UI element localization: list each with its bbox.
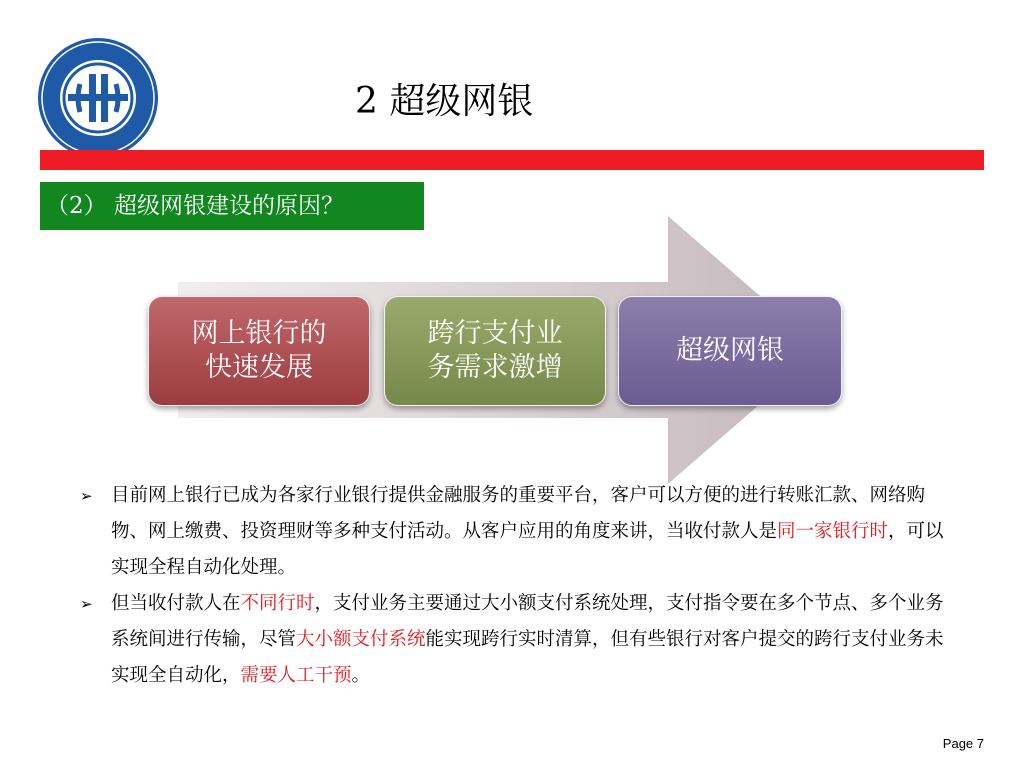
highlight-text: 不同行时: [240, 593, 315, 614]
process-step-super-ebank: [618, 296, 842, 406]
page-number: Page 7: [942, 736, 984, 751]
university-logo: [36, 36, 160, 160]
logo-emblem-icon: [36, 36, 160, 160]
process-step-label: 超级网银: [676, 335, 784, 366]
process-step-label: 跨行支付业 务需求激增: [427, 318, 563, 383]
bullet-text: 但当收付款人在: [111, 593, 241, 614]
slide-title: 2 超级网银: [355, 81, 534, 122]
bullet-list: [80, 478, 950, 694]
section-label: （2） 超级网银建设的原因？: [40, 182, 424, 230]
highlight-text: 大小额支付系统: [296, 629, 426, 650]
highlight-text: 同一家银行时: [777, 521, 889, 542]
process-step-label: 网上银行的 快速发展: [191, 318, 327, 383]
bullet-text: 目前网上银行已成为各家行业银行提供金融服务的重要平台，客户可以方便的进行转账汇款、网络购物、网上缴费、投资理财等多种支付活动。从客户应用的角度来讲，当收付款人是: [111, 485, 926, 542]
bullet-item: [80, 478, 950, 586]
bullet-text: ，支付业务主要通过大小额支付系统处理，支付指令要在多个节点、多个业务系统间进行传输，尽管: [111, 593, 944, 650]
process-step-interbank-demand: [384, 296, 606, 406]
bullet-item: [80, 586, 950, 694]
title-divider-bar: [40, 150, 984, 170]
bullet-text: ，可以实现全程自动化处理。: [111, 521, 944, 578]
bullet-text: 能实现跨行实时清算，但有些银行对客户提交的跨行支付业务未实现全自动化，: [111, 629, 944, 686]
highlight-text: 需要人工干预: [240, 665, 352, 686]
process-step-online-banking: [148, 296, 370, 406]
bullet-arrow-icon: ➢: [80, 487, 93, 505]
bullet-text: 。: [351, 665, 371, 686]
bullet-arrow-icon: ➢: [80, 595, 93, 613]
